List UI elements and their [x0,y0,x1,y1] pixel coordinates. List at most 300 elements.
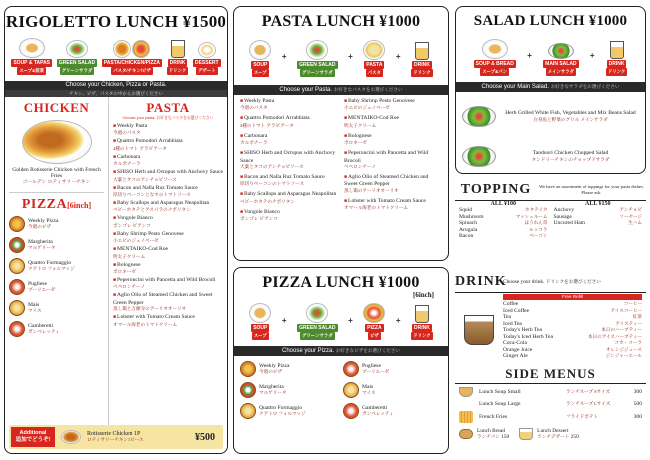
list-item [344,98,442,110]
side-name: French Fries [479,413,508,420]
bullet-icon: ■ [113,154,117,160]
item-name: Spinach [459,220,478,226]
list-item [554,220,643,227]
pizza-icon [240,403,256,419]
item-name-jp: ボンゴレ ビアンコ [240,216,278,222]
rigoletto-title: RIGOLETTO LUNCH ¥1500 [5,12,227,31]
pizza-name: Gamberetti [362,404,388,411]
side-menus-section [455,366,646,456]
item-name: Today's Herb Tea [503,327,542,333]
item-name-jp: ボロネーゼ [113,269,136,275]
list-item [240,133,338,145]
item-name: Lobster with Tomato Cream Sauce [117,314,195,321]
item-name: Weekly Pasta [244,98,275,104]
bullet-icon: ■ [113,278,117,284]
bullet-icon: ■ [240,151,244,157]
rigoletto-pasta-column [109,97,227,432]
set-drink [411,305,432,340]
list-item [113,314,223,326]
list-item [503,353,642,360]
pizza-icon [343,403,359,419]
side-price: 300 [633,413,642,420]
item-name: Quattro Pomodori Arrabbiata [117,138,183,145]
set-main [102,40,162,75]
plus-icon: + [348,51,353,61]
bullet-icon: ■ [240,133,244,139]
item-name: Vongole Bianco [244,208,280,215]
pizza-name-jp: マルゲリータ [259,390,287,396]
item-name-jp: ベビーホタテとアスパラのナポリタン [113,207,191,213]
item-name: Today's Iced Herb Tea [503,333,553,340]
soup-bread-icon [482,39,508,59]
set-label: PASTA [366,62,383,68]
set-label: SOUP [253,325,268,331]
item-name: Anchovy [553,207,575,213]
item-name-jp: ボンゴレ ビアンコ [113,222,151,228]
set-drink [167,40,188,75]
item-name: Ginger Ale [503,353,528,359]
bullet-icon: ■ [113,124,117,129]
pizza-size: [6inch] [67,201,92,211]
bullet-icon: ■ [113,216,117,222]
pizza-name-jp: マイス [362,390,376,396]
item-name: Iced Tea [503,320,522,327]
list-item [459,410,642,424]
dessert-cup-icon [519,428,533,440]
topping-title: TOPPING [460,182,532,197]
main-salad-icon [548,43,574,59]
set-label: DRINK [169,60,186,66]
pizza-icon [9,237,25,253]
pizza-name: Margherita [259,383,284,390]
set-label-jp: デザート [197,68,216,73]
pizza-lunch-title: PIZZA LUNCH ¥1000 [262,274,420,291]
list-item [240,150,338,169]
set-label: DRINK [413,62,430,68]
list-item [343,379,442,400]
item-name-jp: 蒸し鶏のアーリオオーリオ [344,187,399,193]
plus-icon: + [395,51,401,61]
bullet-icon: ■ [113,315,117,321]
pizza-name: Margherita [28,239,53,246]
item-name-jp: ホタテイカ [524,207,548,212]
item-name: Lobster with Tomato Cream Sauce [348,197,426,204]
choose-text: Choose your Main Salad. [481,84,549,90]
bread-icon [459,429,473,439]
pizza-lunch-title-row [234,274,448,292]
item-name-jp: 明太子クリーム [344,122,377,128]
pasta-icon [363,40,385,60]
bullet-icon: ■ [113,170,117,176]
item-name: Uncured Ham [553,220,586,226]
side-name-jp: フライドポテト [566,413,599,419]
plus-icon: + [527,50,532,60]
list-item [344,150,442,169]
set-main-salad [543,43,578,76]
item-name-jp: オマール海老のトマトクリーム [344,205,409,211]
item-name: Bacon and Nalla Ruz Tomato Sauce [244,174,325,181]
list-item [9,297,104,318]
list-item [344,115,442,127]
topping-section [455,182,646,268]
side-bottom-row [459,424,642,444]
item-name-jp: コーヒー [623,301,642,306]
soup-tapas-icon [19,38,45,58]
list-item [240,174,338,186]
choose-text: Choose your Chicken, Pizza or Pasta. [65,82,167,88]
list-item [9,234,104,255]
item-name-jp: アイスティー [615,320,642,326]
list-item [459,386,642,398]
chicken-image [22,120,92,164]
pasta-lunch-list [234,95,448,229]
bullet-icon: ■ [240,175,244,181]
set-label-jp: ドリンク [607,69,626,74]
fries-icon [459,411,473,423]
item-name-jp: カルボナーラ [113,161,141,167]
drink-list [503,301,642,360]
soup-icon [249,303,271,323]
set-drink [411,42,432,77]
side-name-jp: ランチスープ Sサイズ [566,388,611,394]
set-label-jp: グリーンサラダ [302,333,333,338]
set-label: DRINK [413,325,430,331]
item-name-jp: ベビーホタテのナポリタン [240,198,295,204]
item-name-jp: 明太子クリーム [113,253,146,259]
item-name: Tea [503,314,511,320]
side-price: 500 [633,400,642,407]
item-name-jp: 厚切りベーコンとなすのトマトソース [113,192,191,198]
set-label-jp: ドリンク [168,68,187,73]
drink-icon [171,40,185,58]
item-name: Peperoncini with Pancetta and Wild Brocoli [344,150,429,164]
item-name-jp: マッシュルーム [515,213,548,219]
topping-group-b [554,201,643,240]
set-label: SOUP & BREAD [475,61,514,67]
set-label: GREEN SALAD [299,325,336,331]
item-name: SHISO Herb and Octopus with Anchovy Sauce [117,169,223,176]
set-label-jp: グリーンサラダ [61,68,93,73]
set-soup-bread [474,39,516,76]
pizza-name: Mais [362,383,374,390]
list-item [343,400,442,421]
pasta-list [113,123,223,327]
drink-icon [415,305,429,323]
set-pasta [363,40,385,77]
salad-lunch-panel [455,6,646,174]
bullet-icon: ■ [344,133,348,139]
list-item [113,292,223,311]
set-label: GREEN SALAD [58,60,96,66]
item-name: Bolognese [348,132,372,139]
bullet-icon: ■ [344,198,348,204]
chicken-leg-icon [61,430,81,444]
set-label-jp: ドリンク [413,70,431,75]
set-label-jp: メインサラダ [547,69,574,74]
drink-section [455,274,646,364]
bullet-icon: ■ [113,185,117,191]
item-name: Carbonara [244,132,268,139]
pasta-lunch-panel [233,6,449,261]
choose-text-jp: お好きなサラダをお選びください [550,84,620,89]
salad-choose-bar [456,82,645,92]
set-soup-tapas [11,38,52,75]
pizza-list [5,213,108,339]
choose-text: Choose your Pizza. [281,348,335,354]
set-label-jp: ドリンク [413,333,431,338]
salad-set-row [468,34,633,76]
set-label: PIZZA [367,325,382,331]
list-item [344,133,442,145]
topping-group-a [459,201,548,240]
item-name: Coca-Cola [503,340,527,346]
bullet-icon: ■ [113,262,117,268]
item-name: Vongole Bianco [117,215,153,222]
item-name-jp: ソーセージ [619,213,642,219]
pasta-left-column [240,98,338,226]
set-soup [249,303,271,340]
drink-note: Choose your drink. [503,279,545,285]
side-name: Lunch Soup Small [479,388,521,395]
pizza-icon [240,382,256,398]
item-name-jp: 小エビのジェノベーゼ [113,238,159,244]
green-salad-icon [306,303,328,323]
plus-icon: + [281,315,287,325]
pizza-icon [9,258,25,274]
item-name-jp: 紅茶 [632,314,642,319]
item-name: Quattro Pomodori Arrabbiata [244,115,310,122]
list-item [113,246,223,258]
rigoletto-body [5,97,227,432]
pizza-name: Quattro Formaggio [28,260,72,267]
topping-grid [455,201,646,240]
bullet-icon: ■ [113,139,117,145]
rigoletto-choose-bar [5,81,227,90]
list-item [343,358,442,379]
plus-icon: + [281,51,287,61]
set-label-jp: スープ [253,333,267,338]
set-label: GREEN SALAD [299,62,336,68]
bullet-icon: ■ [344,99,348,104]
item-name-jp: 生ハム [628,220,642,225]
chicken-name-jp: ゴールデン ロティサリーチキン [22,179,91,185]
additional-item [87,431,144,443]
pizza-name-jp: 今週のピザ [28,224,51,230]
list-item [344,198,442,210]
item-name-jp: ペペロンチーノ [344,164,377,170]
list-item [113,262,223,274]
set-label-jp: グリーンサラダ [302,70,333,75]
chicken-name: Golden Rotisserie Chicken with French Fries [12,167,101,180]
drink-note-jp: ドリンクをお選びください [545,279,601,284]
list-item [462,136,639,174]
item-name-jp: 大葉とタコのアンチョビソース [240,164,304,170]
pizza-lunch-list [234,356,448,423]
set-soup [249,40,271,77]
drink-body [455,293,646,360]
pizza-name: Quattro Formaggio [259,404,303,411]
item-name: Arugula [459,226,478,233]
list-item [9,276,104,297]
list-item [240,209,338,221]
list-item [9,318,104,339]
list-item [459,233,548,240]
choose-text-jp: お好きなパスタをお選びください [333,87,403,92]
pizza-icon [9,300,25,316]
soup-icon [249,40,271,60]
item-name-jp: 蒸し鶏と万願寺のアーリオオーリオ [113,306,187,312]
item-name-jp: 4種のトマト アラビアータ [113,145,167,151]
pizza-icon [132,40,150,58]
set-pizza [363,303,385,340]
item-name-jp: アンチョビ [619,207,642,212]
side-menus-title: SIDE MENUS [505,366,596,381]
side-price: 300 [633,388,642,395]
topping-note: We have an assortment of toppings for your pasta dishes. Please ask. [539,184,644,195]
green-salad-icon [66,40,88,58]
set-label-jp: ピザ [369,333,379,338]
dessert-icon [198,42,216,58]
pizza-name-jp: 今週のピザ [259,369,282,375]
item-name-jp: ジンジャーエール [605,353,642,358]
coffee-cup-icon [464,315,494,345]
set-label: PASTA/CHICKEN/PIZZA [103,60,161,66]
item-name: Carbonara [117,153,141,160]
drink-icon [415,42,429,60]
bullet-icon: ■ [113,201,117,207]
drink-list-column [503,293,646,360]
pizza-heading [5,195,108,213]
set-label-jp: スープ [253,70,267,75]
item-name: Aglio Olio of Steamed Chicken and Sweet Green Pepper [344,174,429,188]
plus-icon: + [348,315,353,325]
pizza-name: Gamberetti [28,323,54,330]
rigoletto-left-column [5,97,109,432]
side-name-jp: ランチパン [477,434,500,439]
pizza-heading-text: PIZZA [21,197,68,213]
pasta-lunch-title: PASTA LUNCH ¥1000 [261,13,421,30]
pizza-name: Pugliese [28,281,47,288]
plus-icon: + [395,315,401,325]
list-item [113,123,223,135]
item-name: Bacon and Nalla Ruz Tomato Sauce [117,184,198,191]
pizza-name: Weekly Pizza [28,218,59,225]
choose-text: Choose your Pasta. [279,87,333,93]
bullet-icon: ■ [240,99,244,104]
list-item [459,398,642,410]
bullet-icon: ■ [113,231,117,237]
item-name: Aglio Olio of Steamed Chicken and Sweet Green Pepper [113,292,213,306]
rigoletto-lunch-panel [4,6,228,454]
set-label-jp: パスタ/チキン/ピザ [113,68,151,73]
topping-a-list [459,207,548,240]
item-name: Peperoncini with Pancetta and Wild Brocoli [117,277,216,284]
topping-header [455,182,646,198]
item-name: Baby Scallops and Asparagus Neapolitan [244,191,337,198]
additional-label: Additional [19,430,47,436]
additional-badge [11,427,55,447]
salad-name-jp: 白身魚と野菜のグリル メインサラダ [533,116,608,122]
list-item [240,115,338,127]
list-item [113,231,223,243]
salad-name: Herb Grilled White Fish, Vegetables and Mix Beans Salad [505,110,636,117]
pizza-name: Weekly Pizza [259,362,290,369]
set-label: SOUP & TAPAS [13,60,51,66]
additional-bar [9,425,223,449]
chicken-heading: CHICKEN [23,100,90,115]
pasta-right-column [344,98,442,226]
set-drink [606,41,627,76]
pizza-icon [9,321,25,337]
green-salad-icon [306,40,328,60]
pizza-name-jp: ガンベレッティ [362,411,394,417]
set-dessert [193,42,221,75]
bullet-icon: ■ [113,293,117,299]
item-name-jp: ペペロンチーノ [113,284,146,290]
pizza-icon [9,216,25,232]
pasta-choose-bar [234,85,448,95]
list-item [240,98,338,110]
item-name: Iced Coffee [503,307,530,314]
pizza-name-jp: プーリエーゼ [28,287,56,293]
list-item [113,277,223,289]
set-label: SOUP [253,62,268,68]
set-label-jp: スープ&パン [482,69,508,74]
item-name: Squid [459,207,473,213]
item-name: Coffee [503,301,519,307]
pasta-note: Choose your pasta. お好きなパスタをお選びください [122,116,214,120]
list-item [477,428,509,440]
additional-item-name: Rotisserie Chicken 1P [87,431,141,437]
side-price: 150 [501,434,510,440]
pasta-chicken-pizza-icon [113,40,131,58]
drink-icon [610,41,624,59]
plus-icon: + [589,50,595,60]
item-name-jp: 本日のアイスハーブティー [587,333,642,339]
pizza-icon [343,382,359,398]
topping-b-list [554,207,643,227]
pizza-name-jp: プーリエーゼ [362,369,390,375]
bullet-icon: ■ [344,116,348,122]
list-item [113,185,223,197]
item-name-jp: 厚切りベーコンのトマトソース [240,181,305,187]
drink-note-row [503,279,646,285]
set-label: MAIN SALAD [545,61,577,67]
list-item [537,428,579,440]
pizza-icon [343,361,359,377]
bullet-icon: ■ [240,116,244,122]
list-item [344,174,442,193]
pizza-name-jp: マイス [28,308,42,314]
list-item [113,169,223,181]
item-name: MENTAIKO-Cod Roe [348,115,400,122]
item-name-jp: ほうれん草 [524,220,548,225]
bullet-icon: ■ [113,247,117,253]
pizza-choose-bar [234,346,448,356]
additional-price: ¥500 [195,431,215,443]
item-name: Bolognese [117,261,141,268]
list-item [113,154,223,166]
item-name-jp: 小エビのジェノベーゼ [344,105,390,111]
additional-item-jp: ロティサリーチキン1ピース [87,437,144,442]
side-price: 250 [570,434,579,440]
list-item [462,96,639,136]
salad-list [456,92,645,174]
pizza-left-column [240,358,339,421]
salad-lunch-title: SALAD LUNCH ¥1000 [473,13,628,29]
drink-refill-bar: Free Refill [503,294,642,300]
pizza-icon [240,361,256,377]
